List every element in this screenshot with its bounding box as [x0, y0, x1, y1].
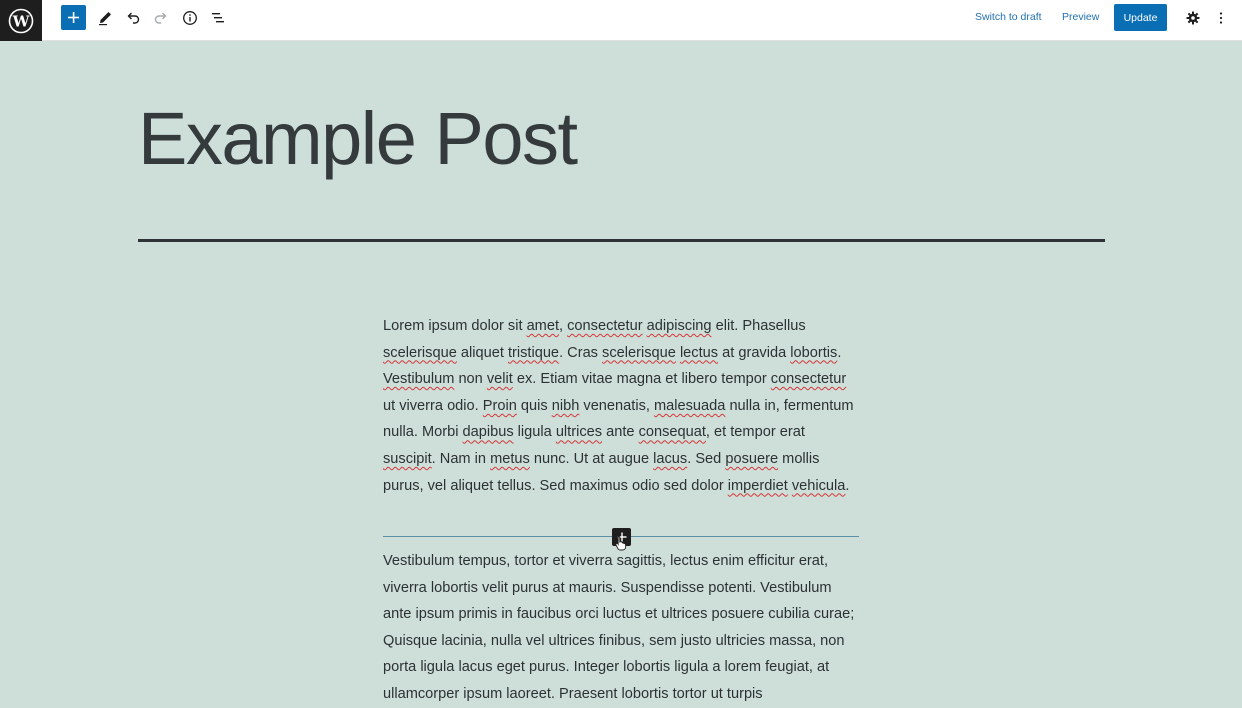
options-menu-button[interactable] — [1208, 5, 1234, 31]
wordpress-icon — [8, 8, 34, 34]
editor-toolbar — [0, 0, 1242, 41]
text-run: ligula — [513, 424, 556, 441]
misspelled-word: consequat — [638, 424, 706, 441]
svg-text:W: W — [12, 12, 30, 30]
settings-button[interactable] — [1180, 5, 1206, 31]
post-title[interactable]: Example Post — [138, 97, 577, 180]
preview-button[interactable]: Preview — [1062, 11, 1100, 23]
details-button[interactable] — [177, 5, 203, 31]
misspelled-word: ultrices — [555, 424, 603, 441]
text-run: , et tempor erat — [705, 424, 805, 441]
list-view-button[interactable] — [205, 5, 231, 31]
gear-icon — [1185, 10, 1201, 26]
misspelled-word: metus — [490, 450, 530, 467]
text-run: non — [454, 371, 487, 388]
text-run: . Sed — [687, 450, 726, 467]
text-run: ut viverra odio. — [383, 397, 483, 414]
text-run: . Nam in — [431, 450, 491, 467]
misspelled-word: nibh — [551, 397, 580, 414]
text-run: . — [837, 344, 842, 361]
misspelled-word: amet — [526, 318, 560, 334]
misspelled-word: dapibus — [462, 424, 514, 441]
text-run: Lorem ipsum dolor sit — [383, 318, 527, 334]
text-run: mollis purus, vel aliquet tellus. Sed maximus odio sed dolor — [383, 450, 820, 494]
misspelled-word: scelerisque — [602, 344, 676, 361]
text-run: . — [845, 477, 850, 494]
add-block-button[interactable] — [61, 5, 86, 30]
undo-icon — [125, 10, 141, 26]
misspelled-word: vehicula — [791, 477, 846, 494]
text-run: ante — [602, 424, 639, 441]
misspelled-word: imperdiet — [727, 477, 788, 494]
paragraph-block-2[interactable]: Vestibulum tempus, tortor et viverra sagittis, lectus enim efficitur erat, viverra lobortis velit purus at mauris. Suspendisse potenti. Vestibulum ante ipsum primis in faucibus orci luctus et ultrices posuere cubilia curae; Quisque lacinia, nulla vel ultrices finibus, sem justo ultricies massa, non porta ligula lacus eget purus. Integer lobortis ligula a lorem feugiat, at ullamcorper ipsum laoreet. Praesent lobortis tortor ut turpis — [383, 553, 855, 702]
misspelled-word: adipiscing — [646, 318, 712, 334]
text-run: nunc. Ut at augue — [529, 450, 654, 467]
paragraph-block-1[interactable] — [383, 313, 859, 499]
misspelled-word: Proin — [482, 397, 517, 414]
misspelled-word: suscipit — [383, 450, 432, 467]
misspelled-word: velit — [486, 371, 513, 388]
misspelled-word: Vestibulum — [383, 371, 455, 388]
title-separator — [138, 239, 1105, 242]
more-vertical-icon — [1213, 10, 1229, 26]
redo-button[interactable] — [148, 5, 174, 31]
misspelled-word: malesuada — [653, 397, 726, 414]
text-run: quis — [516, 397, 552, 414]
undo-button[interactable] — [120, 5, 146, 31]
text-run: elit. Phasellus — [711, 318, 806, 334]
misspelled-word: tristique — [507, 344, 560, 361]
edit-tool-button[interactable] — [92, 5, 118, 31]
switch-to-draft-button[interactable]: Switch to draft — [975, 11, 1042, 23]
text-run: at gravida — [718, 344, 791, 361]
misspelled-word: scelerisque — [383, 344, 457, 361]
text-run: . Cras — [559, 344, 603, 361]
misspelled-word: consectetur — [567, 318, 643, 334]
list-view-icon — [210, 10, 226, 26]
redo-icon — [153, 10, 169, 26]
text-run: ex. Etiam vitae magna et libero tempor — [512, 371, 771, 388]
plus-icon — [67, 11, 80, 24]
info-icon — [182, 10, 198, 26]
text-run: , — [559, 318, 568, 334]
text-run: venenatis, — [579, 397, 654, 414]
misspelled-word: consectetur — [770, 371, 847, 388]
misspelled-word: lacus — [653, 450, 688, 467]
misspelled-word: lectus — [679, 344, 719, 361]
misspelled-word: lobortis — [790, 344, 838, 361]
wordpress-logo-button[interactable] — [0, 0, 42, 41]
text-run: aliquet — [456, 344, 508, 361]
pencil-icon — [97, 10, 113, 26]
misspelled-word: posuere — [725, 450, 779, 467]
update-button[interactable]: Update — [1114, 4, 1167, 31]
text-run: nulla in, fermentum nulla. Morbi — [383, 397, 854, 441]
